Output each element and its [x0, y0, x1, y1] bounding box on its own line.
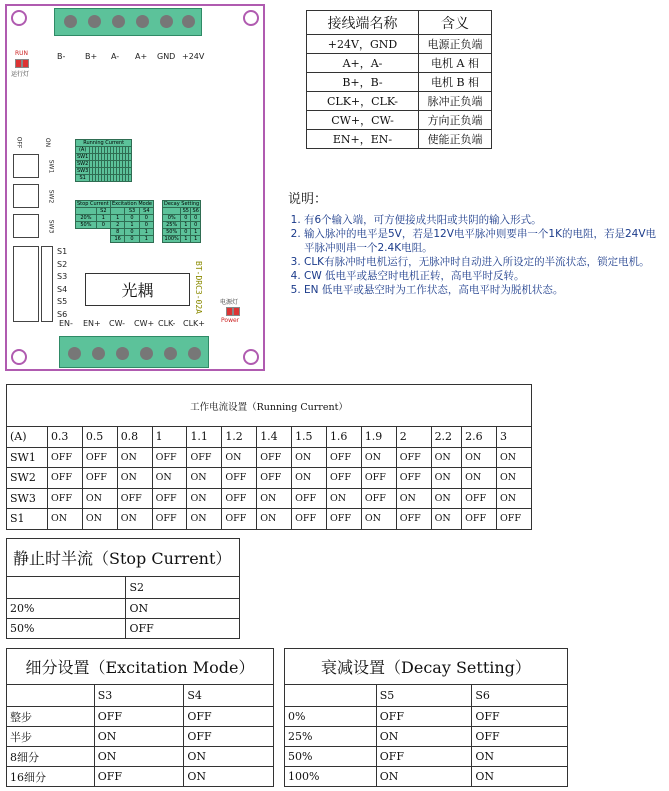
- wiring-meaning: 电机 B 相: [419, 73, 492, 92]
- mini-cell: 0: [181, 215, 191, 222]
- header-cell: 1.6: [326, 427, 361, 448]
- header-cell: 3: [496, 427, 531, 448]
- value-cell: ON: [361, 447, 396, 468]
- dip-switch-sw1: [13, 154, 39, 178]
- header-cell: 1.9: [361, 427, 396, 448]
- run-led: [15, 59, 22, 68]
- row-label: 0%: [285, 707, 377, 727]
- top-terminal-block: [54, 8, 202, 36]
- value-cell: OFF: [82, 447, 117, 468]
- value-cell: ON: [361, 509, 396, 530]
- wiring-terminal: +24V，GND: [307, 35, 419, 54]
- power-led: [226, 307, 233, 316]
- header-cell: [7, 577, 126, 599]
- value-cell: ON: [496, 488, 531, 509]
- sw1-label: SW1: [47, 159, 55, 174]
- value-cell: OFF: [462, 488, 497, 509]
- mini-cell: [129, 175, 132, 182]
- table-row: [7, 447, 532, 468]
- table-row: [7, 707, 274, 727]
- wiring-terminal: CW+，CW-: [307, 111, 419, 130]
- bottom-pin-label: CW-: [109, 319, 126, 328]
- power-cn-label: 电源灯: [220, 299, 239, 306]
- mounting-hole: [11, 349, 27, 365]
- value-cell: ON: [152, 468, 187, 489]
- power-label: Power: [221, 317, 240, 324]
- value-cell: OFF: [396, 447, 431, 468]
- header-cell: 0.3: [47, 427, 82, 448]
- value-cell: ON: [257, 509, 292, 530]
- mini-cell: [129, 168, 132, 175]
- bottom-pin-label: EN+: [83, 319, 101, 328]
- mini-table-title: Stop Current: [77, 201, 109, 207]
- dip-switch-sw2: [13, 184, 39, 208]
- table-row: [7, 577, 240, 599]
- value-cell: OFF: [376, 707, 472, 727]
- sw2-label: SW2: [47, 189, 55, 204]
- mini-excitation-table: [110, 200, 154, 243]
- mini-cell: 8: [111, 229, 125, 236]
- value-cell: ON: [94, 747, 184, 767]
- value-cell: OFF: [396, 468, 431, 489]
- notes-section: [288, 188, 663, 297]
- table-row: [7, 488, 532, 509]
- header-cell: 1.5: [292, 427, 327, 448]
- stop-current-table: [6, 538, 240, 639]
- value-cell: ON: [187, 468, 222, 489]
- top-pin-label: A+: [135, 52, 148, 61]
- notes-list: [288, 213, 663, 297]
- s-label: S1: [57, 247, 68, 256]
- s-label: S5: [57, 297, 68, 306]
- run-label: RUN: [15, 50, 29, 57]
- note-item: 2. 输入脉冲的电平是5V，若是12V电平脉冲则要串一个1K的电阻，若是24V电平脉冲则串一个2.4K电阻。: [304, 227, 663, 255]
- value-cell: ON: [184, 747, 274, 767]
- value-cell: OFF: [462, 509, 497, 530]
- header-cell: 0.8: [117, 427, 152, 448]
- running-current-title: 工作电流设置（Running Current）: [7, 385, 532, 427]
- mini-cell: 1: [125, 222, 139, 229]
- mini-cell: 16: [111, 236, 125, 243]
- value-cell: OFF: [472, 707, 568, 727]
- table-row: [7, 727, 274, 747]
- value-cell: ON: [376, 767, 472, 787]
- mounting-hole: [243, 10, 259, 26]
- wiring-terminal: CLK+，CLK-: [307, 92, 419, 111]
- value-cell: ON: [462, 447, 497, 468]
- value-cell: OFF: [184, 727, 274, 747]
- mini-cell: S2: [96, 208, 110, 215]
- value-cell: ON: [117, 447, 152, 468]
- mini-cell: 1: [191, 229, 201, 236]
- mini-cell: 20%: [76, 215, 97, 222]
- model-label: BT-DRC3-02A: [194, 261, 203, 314]
- row-label: S1: [7, 509, 48, 530]
- value-cell: OFF: [94, 707, 184, 727]
- top-pin-label: +24V: [182, 52, 205, 61]
- bottom-pin-label: CW+: [134, 319, 155, 328]
- mini-cell: 0: [125, 236, 139, 243]
- mini-cell: 50%: [163, 229, 181, 236]
- table-row: [285, 707, 568, 727]
- wiring-meaning: 使能正负端: [419, 130, 492, 149]
- mini-row-label: SW2: [77, 161, 89, 167]
- value-cell: ON: [496, 447, 531, 468]
- wiring-terminal: EN+，EN-: [307, 130, 419, 149]
- header-cell: 1.1: [187, 427, 222, 448]
- header-cell: 2: [396, 427, 431, 448]
- value-cell: ON: [431, 447, 462, 468]
- row-label: 8细分: [7, 747, 95, 767]
- top-pin-label: B+: [85, 52, 98, 61]
- row-label: 16细分: [7, 767, 95, 787]
- mini-row-label: S1: [76, 175, 90, 182]
- table-row: [7, 468, 532, 489]
- mini-row-label: SW3: [77, 168, 89, 174]
- mini-cell: 1: [111, 215, 125, 222]
- s-label: S6: [57, 309, 68, 319]
- row-label: 20%: [7, 599, 126, 619]
- wiring-meaning: 电源正负端: [419, 35, 492, 54]
- table-row: [307, 54, 492, 73]
- value-cell: ON: [187, 488, 222, 509]
- header-cell: 1.2: [222, 427, 257, 448]
- row-label: SW1: [7, 447, 48, 468]
- value-cell: OFF: [117, 488, 152, 509]
- header-cell: 2.2: [431, 427, 462, 448]
- power-led: [233, 307, 240, 316]
- mini-cell: 1: [139, 229, 153, 236]
- bottom-pin-label: CLK-: [158, 319, 176, 328]
- table-row: [285, 727, 568, 747]
- note-item: 4. CW 低电平或悬空时电机正转，高电平时反转。: [304, 269, 663, 283]
- header-cell: [285, 685, 377, 707]
- mini-cell: S5: [182, 208, 189, 214]
- row-label: 50%: [7, 619, 126, 639]
- stop-current-title: 静止时半流（Stop Current）: [7, 539, 240, 577]
- value-cell: ON: [82, 509, 117, 530]
- value-cell: ON: [396, 488, 431, 509]
- mini-cell: 1: [181, 222, 191, 229]
- mounting-hole: [243, 349, 259, 365]
- table-row: [7, 747, 274, 767]
- value-cell: ON: [496, 468, 531, 489]
- value-cell: ON: [187, 509, 222, 530]
- value-cell: OFF: [222, 509, 257, 530]
- mini-cell: 0%: [163, 215, 181, 222]
- mini-table-title: Excitation Mode: [112, 201, 152, 207]
- value-cell: OFF: [152, 447, 187, 468]
- table-row: [307, 73, 492, 92]
- decay-title: 衰减设置（Decay Setting）: [285, 649, 568, 685]
- value-cell: ON: [292, 468, 327, 489]
- wiring-terminal: B+，B-: [307, 73, 419, 92]
- value-cell: ON: [82, 488, 117, 509]
- note-item: 1. 有6个输入端，可方便接成共阳或共阴的输入形式。: [304, 213, 663, 227]
- value-cell: OFF: [94, 767, 184, 787]
- value-cell: OFF: [361, 468, 396, 489]
- value-cell: OFF: [361, 488, 396, 509]
- optocoupler-label: 光耦: [85, 273, 190, 306]
- row-label: SW3: [7, 488, 48, 509]
- value-cell: OFF: [184, 707, 274, 727]
- value-cell: ON: [257, 488, 292, 509]
- value-cell: ON: [462, 468, 497, 489]
- value-cell: ON: [117, 468, 152, 489]
- s-label: S2: [57, 259, 68, 269]
- mini-cell: 1: [96, 215, 110, 222]
- mounting-hole: [11, 10, 27, 26]
- header-cell: S5: [376, 685, 472, 707]
- wiring-meaning: 方向正负端: [419, 111, 492, 130]
- mini-cell: 50%: [76, 222, 97, 229]
- mini-cell: 0: [125, 229, 139, 236]
- row-label: 整步: [7, 707, 95, 727]
- value-cell: OFF: [292, 509, 327, 530]
- value-cell: OFF: [222, 468, 257, 489]
- value-cell: OFF: [152, 488, 187, 509]
- value-cell: ON: [94, 727, 184, 747]
- mini-table-title: Decay Setting: [164, 201, 200, 207]
- excitation-title: 细分设置（Excitation Mode）: [7, 649, 274, 685]
- s-label: S4: [57, 284, 68, 294]
- value-cell: OFF: [396, 509, 431, 530]
- value-cell: ON: [376, 727, 472, 747]
- value-cell: OFF: [187, 447, 222, 468]
- wiring-header-meaning: 含义: [419, 11, 492, 35]
- mini-cell: S4: [139, 208, 153, 215]
- value-cell: OFF: [257, 447, 292, 468]
- sw3-label: SW3: [47, 219, 55, 234]
- value-cell: OFF: [376, 747, 472, 767]
- table-row: [7, 599, 240, 619]
- mini-cell: [129, 161, 132, 168]
- value-cell: OFF: [257, 468, 292, 489]
- value-cell: OFF: [47, 447, 82, 468]
- wiring-table: [306, 10, 492, 149]
- mini-cell: 0: [96, 222, 110, 229]
- value-cell: OFF: [222, 488, 257, 509]
- note-item: 3. CLK有脉冲时电机运行，无脉冲时自动进入所设定的半流状态，锁定电机。: [304, 255, 663, 269]
- value-cell: ON: [431, 488, 462, 509]
- table-row: [7, 767, 274, 787]
- mini-cell: [111, 208, 125, 215]
- mini-table-title: Running Current: [76, 140, 132, 147]
- driver-board-diagram: [5, 4, 265, 371]
- table-row: [285, 747, 568, 767]
- dip-switch-s1-s6-body: [41, 246, 53, 322]
- table-row: [285, 767, 568, 787]
- mini-cell: 100%: [163, 236, 181, 243]
- bottom-pin-label: CLK+: [183, 319, 205, 328]
- value-cell: OFF: [292, 488, 327, 509]
- run-led: [22, 59, 29, 68]
- mini-cell: (A): [76, 147, 90, 154]
- value-cell: OFF: [326, 447, 361, 468]
- wiring-header-name: 接线端名称: [307, 11, 419, 35]
- mini-cell: [129, 147, 132, 154]
- row-label: 半步: [7, 727, 95, 747]
- header-cell: [7, 685, 95, 707]
- mini-cell: 25%: [163, 222, 181, 229]
- value-cell: ON: [326, 488, 361, 509]
- excitation-table: [6, 648, 274, 787]
- mini-cell: [163, 208, 181, 215]
- value-cell: ON: [472, 767, 568, 787]
- mini-decay-table: [162, 200, 201, 243]
- value-cell: OFF: [472, 727, 568, 747]
- mini-running-current-table: [75, 139, 132, 182]
- header-cell: S6: [472, 685, 568, 707]
- value-cell: OFF: [126, 619, 240, 639]
- header-cell: 1: [152, 427, 187, 448]
- mini-cell: 0: [139, 215, 153, 222]
- note-item: 5. EN 低电平或悬空时为工作状态，高电平时为脱机状态。: [304, 283, 663, 297]
- value-cell: OFF: [496, 509, 531, 530]
- on-label: ON: [44, 137, 52, 148]
- table-row: [307, 92, 492, 111]
- mini-cell: 1: [191, 236, 201, 243]
- header-cell: S2: [126, 577, 240, 599]
- table-row: [307, 111, 492, 130]
- bottom-terminal-block: [59, 336, 209, 368]
- table-row: [7, 509, 532, 530]
- running-current-table: [6, 384, 532, 530]
- mini-cell: 1: [181, 236, 191, 243]
- mini-cell: 0: [139, 222, 153, 229]
- mini-cell: 2: [111, 222, 125, 229]
- off-label: OFF: [15, 136, 23, 149]
- row-label: SW2: [7, 468, 48, 489]
- top-pin-label: GND: [157, 52, 176, 61]
- value-cell: OFF: [326, 468, 361, 489]
- value-cell: OFF: [82, 468, 117, 489]
- top-pin-label: A-: [111, 52, 120, 61]
- value-cell: ON: [431, 509, 462, 530]
- mini-cell: 1: [139, 236, 153, 243]
- top-pin-label: B-: [57, 52, 66, 61]
- value-cell: ON: [431, 468, 462, 489]
- value-cell: ON: [47, 509, 82, 530]
- value-cell: ON: [292, 447, 327, 468]
- table-row: [307, 130, 492, 149]
- mini-stop-current-table: [75, 200, 111, 229]
- mini-row-label: SW1: [77, 154, 89, 160]
- bottom-pin-label: EN-: [59, 319, 73, 328]
- table-row: [285, 685, 568, 707]
- header-cell: 0.5: [82, 427, 117, 448]
- mini-cell: 0: [125, 215, 139, 222]
- value-cell: ON: [126, 599, 240, 619]
- table-row: [7, 427, 532, 448]
- mini-cell: S6: [192, 208, 199, 214]
- notes-title: 说明：: [288, 192, 328, 207]
- decay-table: [284, 648, 568, 787]
- header-cell: 1.4: [257, 427, 292, 448]
- header-cell: S3: [94, 685, 184, 707]
- dip-switch-sw3: [13, 214, 39, 238]
- value-cell: ON: [472, 747, 568, 767]
- table-row: [7, 619, 240, 639]
- header-cell: (A): [7, 427, 48, 448]
- mini-cell: S3: [125, 208, 139, 215]
- mini-cell: 0: [191, 222, 201, 229]
- run-cn-label: 运行灯: [11, 71, 30, 78]
- value-cell: ON: [117, 509, 152, 530]
- value-cell: ON: [184, 767, 274, 787]
- row-label: 50%: [285, 747, 377, 767]
- row-label: 25%: [285, 727, 377, 747]
- mini-cell: [129, 154, 132, 161]
- wiring-meaning: 脉冲正负端: [419, 92, 492, 111]
- value-cell: ON: [222, 447, 257, 468]
- value-cell: OFF: [47, 488, 82, 509]
- row-label: 100%: [285, 767, 377, 787]
- mini-cell: 0: [181, 229, 191, 236]
- value-cell: OFF: [152, 509, 187, 530]
- header-cell: S4: [184, 685, 274, 707]
- table-row: [7, 685, 274, 707]
- value-cell: OFF: [326, 509, 361, 530]
- mini-cell: [76, 208, 97, 215]
- value-cell: OFF: [47, 468, 82, 489]
- dip-switch-s1-s6: [13, 246, 39, 322]
- table-row: [307, 35, 492, 54]
- s-label: S3: [57, 272, 68, 281]
- wiring-terminal: A+，A-: [307, 54, 419, 73]
- wiring-meaning: 电机 A 相: [419, 54, 492, 73]
- mini-cell: 0: [191, 215, 201, 222]
- header-cell: 2.6: [462, 427, 497, 448]
